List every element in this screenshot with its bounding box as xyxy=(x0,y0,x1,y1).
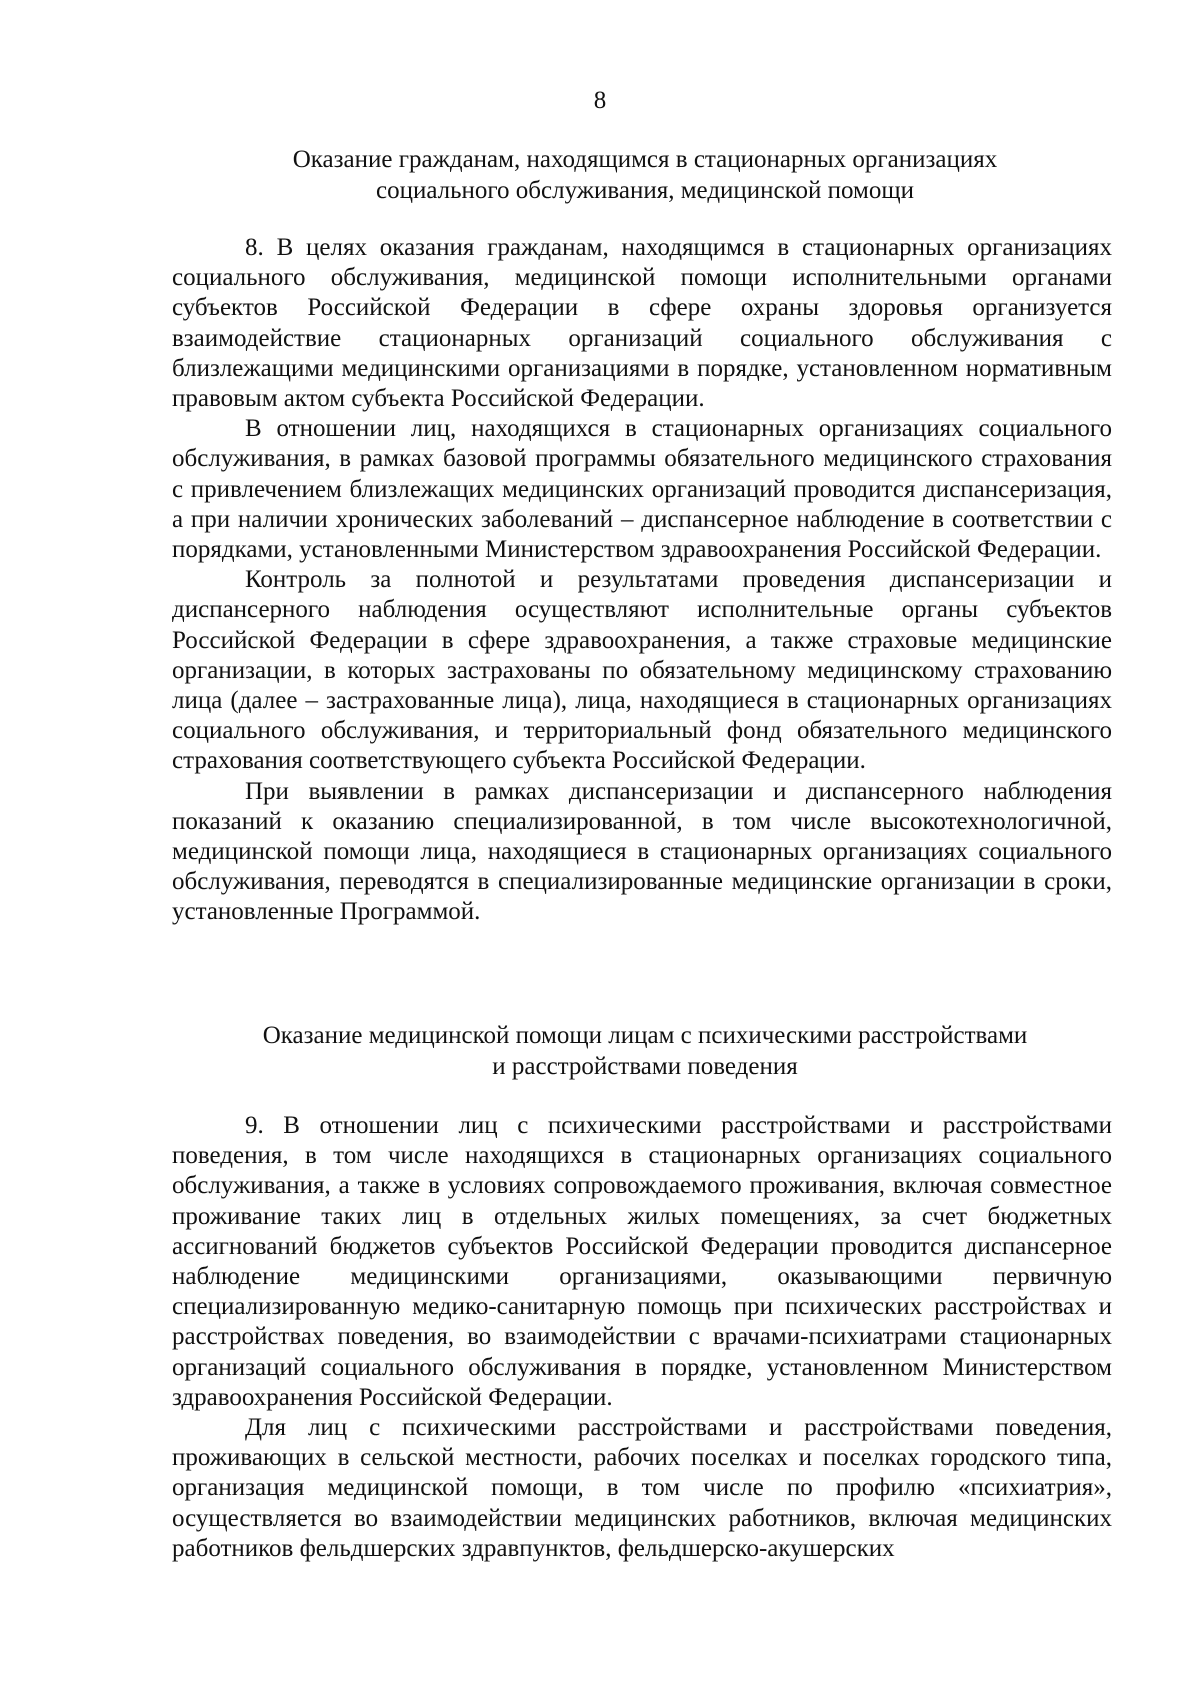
paragraph: В отношении лиц, находящихся в стационарных организациях социального обслуживания, в рамках базовой программы обязательного медицинского страхования с привлечением близлежащих медицинских организаций проводится диспансеризация, а при наличии хронических заболеваний – диспансерное наблюдение в соответствии с порядками, установленными Министерством здравоохранения Российской Федерации. xyxy=(172,415,1112,564)
section-heading-2 xyxy=(170,1021,1120,1082)
heading-line: Оказание гражданам, находящимся в стационарных организациях xyxy=(292,146,998,173)
heading-line: социального обслуживания, медицинской помощи xyxy=(375,176,915,204)
section-body-1 xyxy=(172,233,1112,928)
paragraph: При выявлении в рамках диспансеризации и диспансерного наблюдения показаний к оказанию специализированной, в том числе высокотехнологичной, медицинской помощи лица, находящиеся в стационарных организациях социального обслуживания, переводятся в специализированные медицинские организации в сроки, установленные Программой. xyxy=(172,777,1112,926)
heading-line: Оказание медицинской помощи лицам с психическими расстройствами xyxy=(262,1022,1028,1049)
section-body-2 xyxy=(172,1111,1112,1564)
section-heading-1 xyxy=(170,145,1120,206)
page-number: 8 xyxy=(593,87,607,114)
paragraph: 8. В целях оказания гражданам, находящимся в стационарных организациях социального обслуживания, медицинской помощи исполнительными органами субъектов Российской Федерации в сфере охраны здоровья организуется взаимодействие стационарных организаций социального обслуживания с близлежащими медицинскими организациями в порядке, установленном нормативным правовым актом субъекта Российской Федерации. xyxy=(172,234,1112,413)
paragraph: Контроль за полнотой и результатами проведения диспансеризации и диспансерного наблюдения осуществляют исполнительные органы субъектов Российской Федерации в сфере здравоохранения, а также страховые медицинские организации, в которых застрахованы по обязательному медицинскому страхованию лица (далее – застрахованные лица), лица, находящиеся в стационарных организациях социального обслуживания, и территориальный фонд обязательного медицинского страхования соответствующего субъекта Российской Федерации. xyxy=(172,566,1112,775)
paragraph: Для лиц с психическими расстройствами и расстройствами поведения, проживающих в сельской местности, рабочих поселках и поселках городского типа, организация медицинской помощи, в том числе по профилю «психиатрия», осуществляется во взаимодействии медицинских работников, включая медицинских работников фельдшерских здравпунктов, фельдшерско-акушерских xyxy=(172,1414,1112,1562)
heading-line: и расстройствами поведения xyxy=(492,1052,798,1080)
paragraph: 9. В отношении лиц с психическими расстройствами и расстройствами поведения, в том числе находящихся в стационарных организациях социального обслуживания, а также в условиях сопровождаемого проживания, включая совместное проживание таких лиц в отдельных жилых помещениях, за счет бюджетных ассигнований бюджетов субъектов Российской Федерации проводится диспансерное наблюдение медицинскими организациями, оказывающими первичную специализированную медико-санитарную помощь при психических расстройствах и расстройствах поведения, во взаимодействии с врачами-психиатрами стационарных организаций социального обслуживания в порядке, установленном Министерством здравоохранения Российской Федерации. xyxy=(172,1112,1112,1411)
